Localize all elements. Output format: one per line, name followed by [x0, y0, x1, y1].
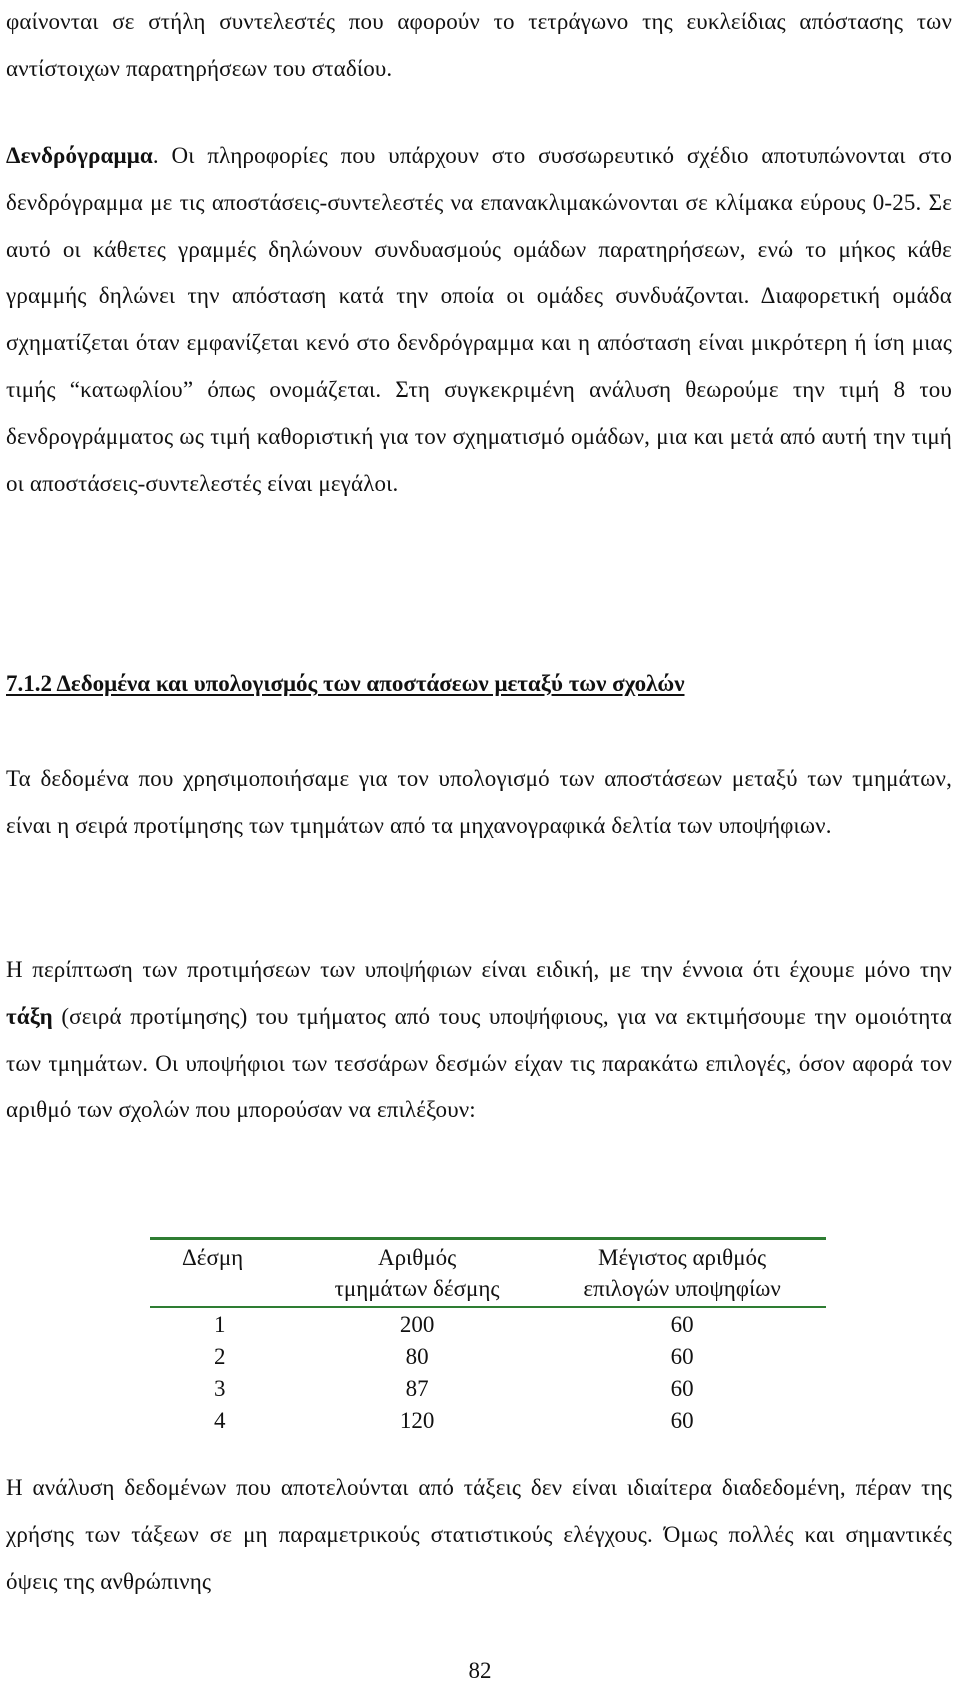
paragraph-data: Τα δεδομένα που χρησιμοποιήσαμε για τον υπολογισμό των αποστάσεων μεταξύ των τμημάτων, είναι η σειρά προτίμησης των τμημάτων από τα μηχανογραφικά δελτία των υποψήφιων. — [6, 766, 952, 838]
cell-desmi: 1 — [214, 1311, 226, 1337]
table-row — [150, 1307, 826, 1340]
table-row — [150, 1404, 826, 1436]
table-header-row — [150, 1240, 826, 1307]
header-max-choices: Μέγιστος αριθμός επιλογών υποψηφίων — [538, 1240, 826, 1307]
page-number: 82 — [468, 1658, 492, 1683]
cell-desmi: 2 — [214, 1343, 226, 1369]
table-row — [150, 1340, 826, 1372]
cell-tmimata: 120 — [399, 1407, 435, 1433]
preferences-text-b: (σειρά προτίμησης) του τμήματος από τους υποψήφιους, για να εκτιμήσουμε την ομοιότητα των τμημάτων. Οι υποψήφιοι των τεσσάρων δεσμών είχαν τις παρακάτω επιλογές, όσον αφορά τον αριθμό των σχολών που μπορούσαν να επιλέξουν: — [6, 1003, 952, 1123]
cell-max: 60 — [670, 1375, 694, 1401]
cell-desmi: 3 — [214, 1375, 226, 1401]
preferences-text-a: Η περίπτωση των προτιμήσεων των υποψήφιων είναι ειδική, με την έννοια ότι έχουμε μόνο την — [6, 957, 952, 982]
cell-max: 60 — [670, 1407, 694, 1433]
paragraph-preferences — [6, 947, 952, 1134]
cell-max: 60 — [670, 1311, 694, 1337]
cell-max: 60 — [670, 1343, 694, 1369]
header-desmi: Δέσμη — [150, 1240, 296, 1307]
rank-term: τάξη — [6, 1003, 53, 1029]
cell-tmimata: 87 — [405, 1375, 429, 1401]
paragraph-dendrogram — [6, 133, 952, 507]
cell-tmimata: 200 — [399, 1311, 435, 1337]
cell-desmi: 4 — [214, 1407, 226, 1433]
header-tmimata: Αριθμός τμημάτων δέσμης — [296, 1240, 538, 1307]
desmi-table — [150, 1237, 826, 1436]
dendrogram-term: Δενδρόγραμμα — [6, 143, 153, 168]
dendrogram-text: . Οι πληροφορίες που υπάρχουν στο συσσωρευτικό σχέδιο αποτυπώνονται στο δενδρόγραμμα με τις αποστάσεις-συντελεστές να επανακλιμακώνονται σε κλίμακα εύρους 0-25. Σε αυτό οι κάθετες γραμμές δηλώνουν συνδυασμούς ομάδων παρατηρήσεων, ενώ το μήκος κάθε γραμμής δηλώνει την απόσταση κατά την οποία οι ομάδες συνδυάζονται. Διαφορετική ομάδα σχηματίζεται όταν εμφανίζεται κενό στο δενδρόγραμμα και η απόσταση είναι μικρότερη ή ίση μιας τιμής “κατωφλίου” όπως ονομάζεται. Στη συγκεκριμένη ανάλυση θεωρούμε την τιμή 8 του δενδρογράμματος ως τιμή καθοριστική για τον σχηματισμό ομάδων, μια και μετά από αυτή την τιμή οι αποστάσεις-συντελεστές είναι μεγάλοι. — [6, 143, 952, 496]
section-heading — [6, 664, 952, 704]
cell-tmimata: 80 — [405, 1343, 429, 1369]
section-heading-text: 7.1.2 Δεδομένα και υπολογισμός των αποστάσεων μεταξύ των σχολών — [6, 671, 685, 696]
desmi-table-container — [150, 1237, 826, 1436]
table-row — [150, 1372, 826, 1404]
paragraph-continuation: φαίνονται σε στήλη συντελεστές που αφορούν το τετράγωνο της ευκλείδιας απόστασης των αντίστοιχων παρατηρήσεων του σταδίου. — [6, 9, 952, 81]
paragraph-rank-analysis: Η ανάλυση δεδομένων που αποτελούνται από τάξεις δεν είναι ιδιαίτερα διαδεδομένη, πέραν της χρήσης των τάξεων σε μη παραμετρικούς στατιστικούς ελέγχους. Όμως πολλές και σημαντικές όψεις της ανθρώπινης — [6, 1475, 952, 1594]
